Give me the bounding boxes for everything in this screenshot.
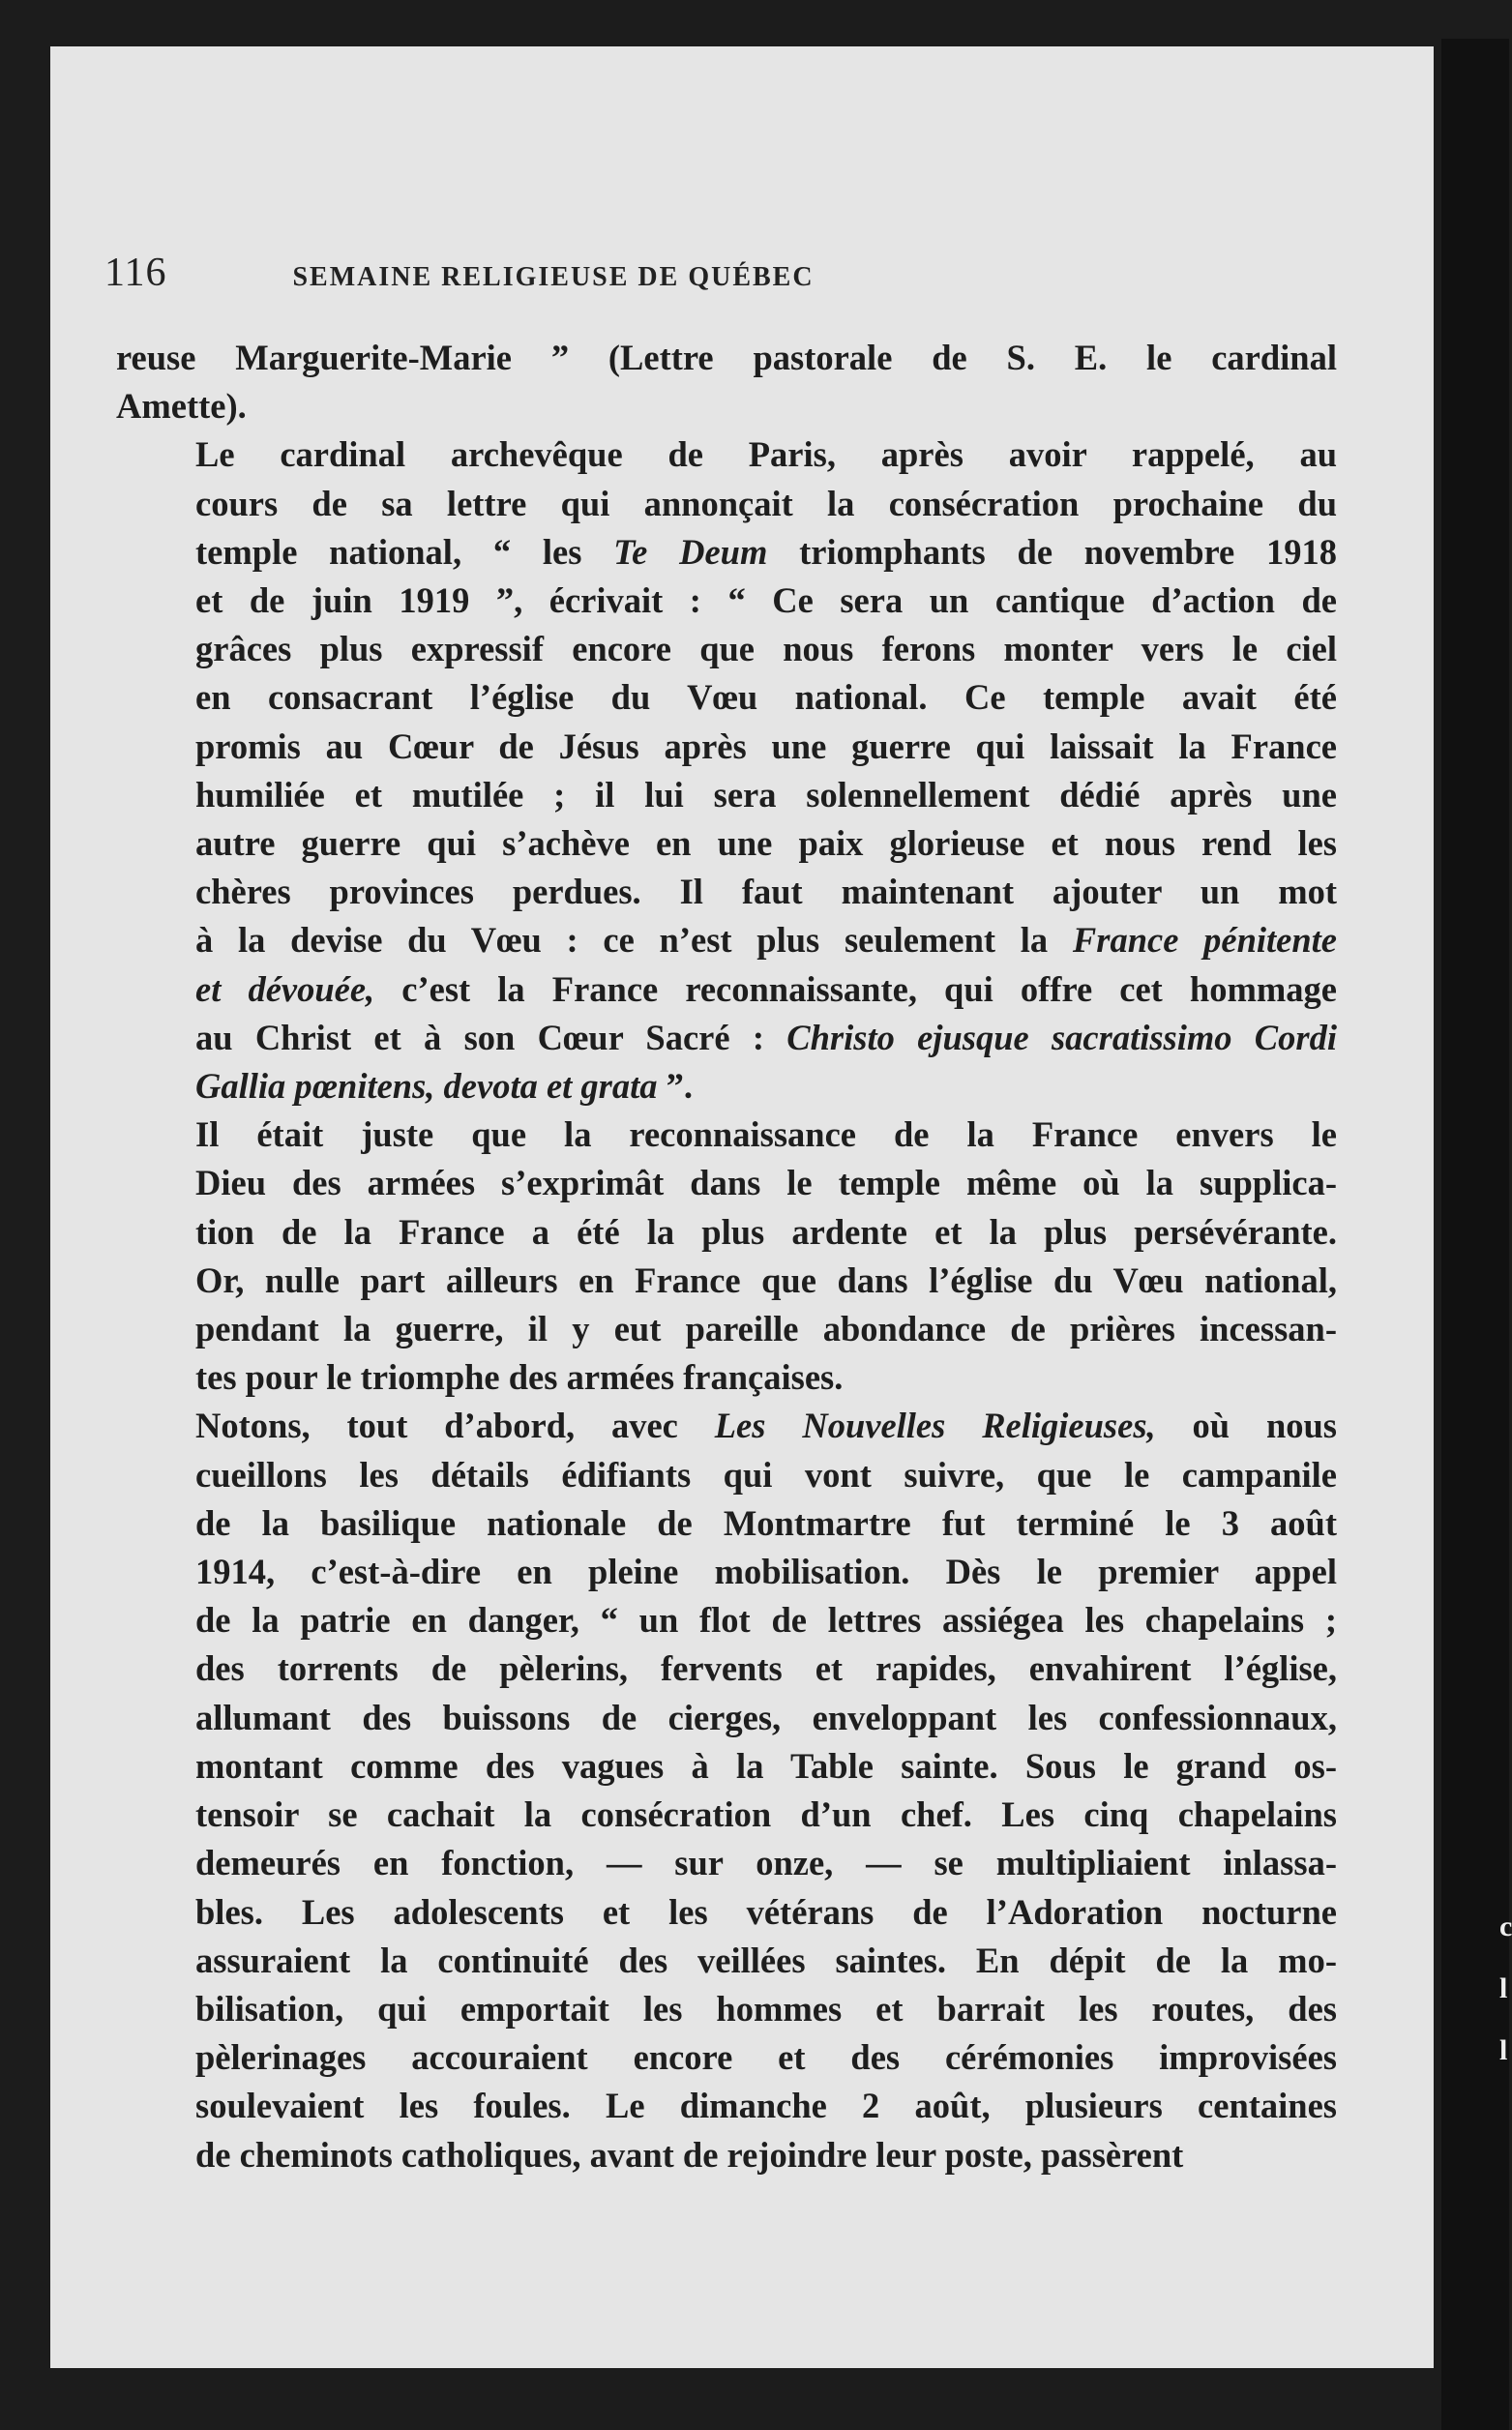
text-line: cueillons les détails édifiants qui vont suivre, que le campanile — [195, 1454, 1337, 1495]
text-line: autre guerre qui s’achève en une paix glorieuse et nous rend les — [195, 823, 1337, 864]
page-body — [116, 334, 1337, 2179]
text-line: de cheminots catholiques, avant de rejoindre leur poste, passèrent — [195, 2134, 1184, 2175]
text-line: soulevaient les foules. Le dimanche 2 août, plusieurs centaines — [195, 2086, 1337, 2126]
text-line: assuraient la continuité des veillées saintes. En dépit de la mo- — [195, 1940, 1337, 1980]
text-line: Or, nulle part ailleurs en France que dans l’église du Vœu national, — [195, 1259, 1337, 1300]
text-line: cours de sa lettre qui annonçait la consécration prochaine du — [195, 483, 1337, 523]
text-line: en consacrant l’église du Vœu national. Ce temple avait été — [195, 677, 1337, 718]
text-line: grâces plus expressif encore que nous ferons monter vers le ciel — [195, 629, 1337, 669]
text-line: Il était juste que la reconnaissance de la France envers le — [195, 1114, 1337, 1155]
text-line: chères provinces perdues. Il faut maintenant ajouter un mot — [195, 872, 1337, 912]
text-line: Le cardinal archevêque de Paris, après avoir rappelé, au — [195, 434, 1337, 475]
text-line: Notons, tout d’abord, avec Les Nouvelles Religieuses, où nous — [195, 1406, 1337, 1446]
text-line: Gallia pœnitens, devota et grata ”. — [195, 1066, 694, 1107]
text-line: allumant des buissons de cierges, enveloppant les confessionnaux, — [195, 1697, 1337, 1737]
text-line: demeurés en fonction, — sur onze, — se multipliaient inlassa- — [195, 1843, 1337, 1883]
text-line: temple national, “ les Te Deum triomphants de novembre 1918 — [195, 531, 1338, 572]
text-line: de la basilique nationale de Montmartre fut terminé le 3 août — [195, 1502, 1337, 1543]
text-line: pendant la guerre, il y eut pareille abondance de prières incessan- — [195, 1309, 1337, 1349]
running-head: SEMAINE RELIGIEUSE DE QUÉBEC — [292, 262, 815, 292]
text-line: pèlerinages accouraient encore et des cérémonies improvisées — [195, 2037, 1337, 2078]
text-line: tensoir se cachait la consécration d’un chef. Les cinq chapelains — [195, 1794, 1337, 1835]
text-line: reuse Marguerite-Marie ” (Lettre pastorale de S. E. le cardinal — [116, 338, 1337, 377]
adjacent-page-fragment: c l l — [1499, 1911, 1512, 2066]
text-line: 1914, c’est-à-dire en pleine mobilisation. Dès le premier appel — [195, 1552, 1337, 1592]
text-line: promis au Cœur de Jésus après une guerre qui laissait la France — [195, 726, 1337, 766]
text-line: montant comme des vagues à la Table sainte. Sous le grand os- — [195, 1745, 1337, 1786]
text-line: de la patrie en danger, “ un flot de lettres assiégea les chapelains ; — [195, 1600, 1337, 1641]
text-line: Amette). — [116, 386, 247, 427]
text-line: et de juin 1919 ”, écrivait : “ Ce sera un cantique d’action de — [195, 580, 1337, 621]
page-header — [104, 250, 1072, 308]
paragraph — [116, 430, 1337, 1111]
text-line: à la devise du Vœu : ce n’est plus seulement la France pénitente — [195, 920, 1338, 961]
text-line: Dieu des armées s’exprimât dans le temple même où la supplica- — [195, 1163, 1337, 1203]
text-line: tion de la France a été la plus ardente et la plus persévérante. — [195, 1211, 1337, 1252]
paragraph — [116, 334, 1337, 430]
text-line: humiliée et mutilée ; il lui sera solennellement dédié après une — [195, 774, 1337, 815]
text-line: bles. Les adolescents et les vétérans de l’Adoration nocturne — [195, 1891, 1337, 1932]
text-line: tes pour le triomphe des armées françaises. — [195, 1357, 844, 1398]
text-line: des torrents de pèlerins, fervents et rapides, envahirent l’église, — [195, 1648, 1337, 1689]
text-line: bilisation, qui emportait les hommes et barrait les routes, des — [195, 1988, 1337, 2029]
text-line: et dévouée, c’est la France reconnaissante, qui offre cet hommage — [195, 968, 1337, 1009]
text-line: au Christ et à son Cœur Sacré : Christo ejusque sacratissimo Cordi — [195, 1017, 1337, 1057]
paragraph — [116, 1402, 1337, 2178]
paragraph — [116, 1111, 1337, 1402]
page-number: 116 — [104, 251, 167, 295]
